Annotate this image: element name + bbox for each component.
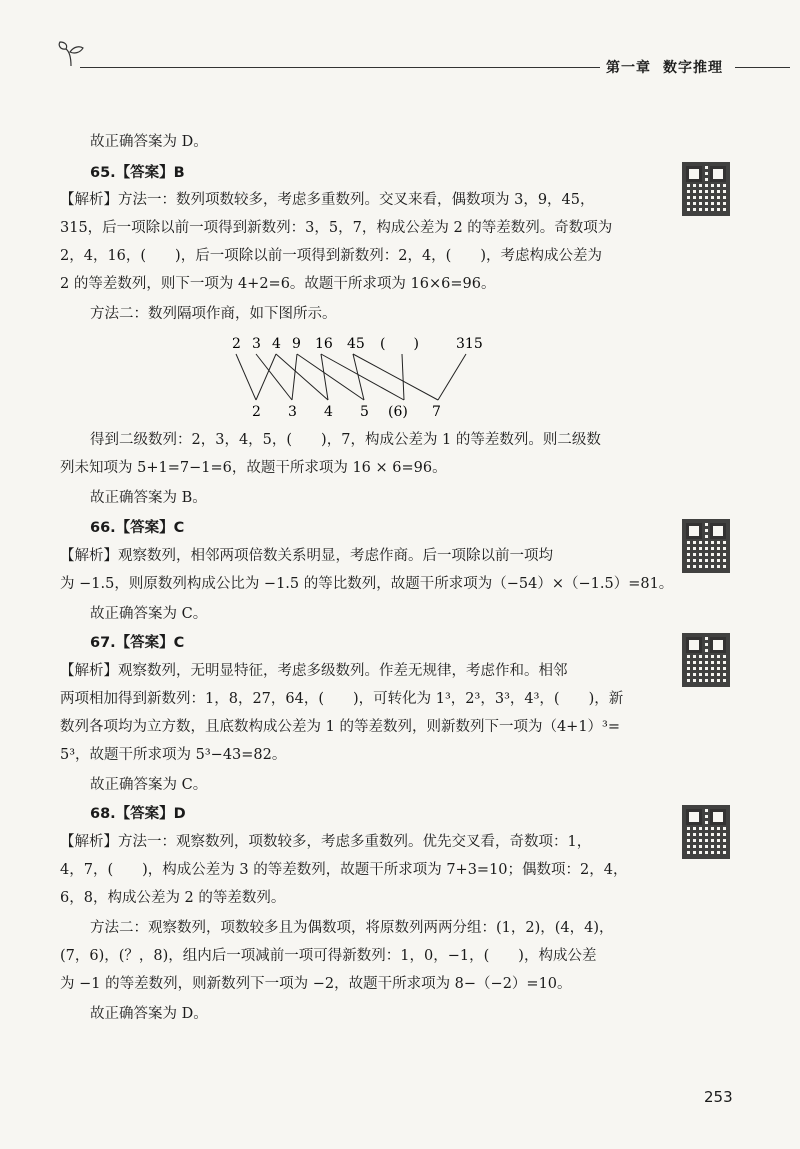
- analysis-line: 方法二：观察数列，项数较多且为偶数项，将原数列两两分组：(1，2)，(4，4)，: [90, 920, 614, 936]
- header-rule-right: [735, 67, 790, 68]
- qr-code-icon[interactable]: [682, 805, 730, 859]
- answer-heading-68: 68.【答案】D: [90, 806, 186, 822]
- answer-heading-65: 65.【答案】B: [90, 165, 185, 181]
- sprout-icon: [56, 40, 86, 68]
- diagram-top-term: 4: [272, 336, 281, 352]
- chapter-heading: [606, 57, 735, 77]
- answer-conclusion-68: 故正确答案为 D。: [90, 1006, 208, 1022]
- diagram-top-term: 45: [347, 336, 365, 352]
- analysis-line: (7，6)，(？，8)，组内后一项减前一项可得新数列：1，0，−1，( )，构成公差: [60, 948, 597, 964]
- diagram-top-term: 2: [232, 336, 241, 352]
- analysis-line: 2 的等差数列，则下一项为 4+2=6。故题干所求项为 16×6=96。: [60, 276, 496, 292]
- diagram-bottom-term: 3: [288, 404, 297, 420]
- analysis-line: 315，后一项除以前一项得到新数列：3，5，7，构成公差为 2 的等差数列。奇数项为: [60, 220, 613, 236]
- analysis-line: 2，4，16，( )，后一项除以前一项得到新数列：2，4，( )，考虑构成公差为: [60, 248, 602, 264]
- answer-heading-66: 66.【答案】C: [90, 520, 185, 536]
- analysis-line: 【解析】观察数列，无明显特征，考虑多级数列。作差无规律，考虑作和。相邻: [60, 663, 568, 679]
- analysis-line: 【解析】方法一：观察数列，项数较多，考虑多重数列。优先交叉看，奇数项：1，: [60, 834, 592, 850]
- analysis-line: 【解析】观察数列，相邻两项倍数关系明显，考虑作商。后一项除以前一项均: [60, 548, 553, 564]
- answer-conclusion-66: 故正确答案为 C。: [90, 606, 208, 622]
- header-rule-left: [80, 67, 600, 68]
- diagram-top-term: 16: [315, 336, 333, 352]
- diagram-bottom-term: 2: [252, 404, 261, 420]
- answer-heading-67: 67.【答案】C: [90, 635, 185, 651]
- page-number: 253: [704, 1088, 733, 1106]
- analysis-line: 为 −1 的等差数列，则新数列下一项为 −2，故题干所求项为 8−（−2）=10。: [60, 976, 572, 992]
- diagram-top-term: 315: [456, 336, 483, 352]
- method-two-intro: 方法二：数列隔项作商，如下图所示。: [90, 306, 337, 322]
- analysis-line: 6，8，构成公差为 2 的等差数列。: [60, 890, 286, 906]
- chapter-number: 第一章: [606, 60, 651, 76]
- answer-conclusion-64: 故正确答案为 D。: [90, 134, 208, 150]
- diagram-top-term: 3: [252, 336, 261, 352]
- analysis-line: 得到二级数列：2，3，4，5，( )，7，构成公差为 1 的等差数列。则二级数: [90, 432, 601, 448]
- analysis-line: 4，7，( )，构成公差为 3 的等差数列，故题干所求项为 7+3=10；偶数项：2，4，: [60, 862, 628, 878]
- analysis-line: 两项相加得到新数列：1，8，27，64，( )，可转化为 1³，2³，3³，4³，( )，新: [60, 691, 624, 707]
- qr-code-icon[interactable]: [682, 519, 730, 573]
- qr-code-icon[interactable]: [682, 162, 730, 216]
- diagram-top-term: ( ): [380, 336, 419, 352]
- analysis-line: 【解析】方法一：数列项数较多，考虑多重数列。交叉来看，偶数项为 3，9，45，: [60, 192, 595, 208]
- answer-conclusion-65: 故正确答案为 B。: [90, 490, 207, 506]
- diagram-connector-lines: [236, 354, 466, 400]
- chapter-title: 数字推理: [663, 60, 723, 76]
- analysis-line: 为 −1.5，则原数列构成公比为 −1.5 的等比数列，故题干所求项为（−54）×（−1.5）=81。: [60, 576, 674, 592]
- diagram-top-term: 9: [292, 336, 301, 352]
- analysis-line: 数列各项均为立方数，且底数构成公差为 1 的等差数列，则新数列下一项为（4+1）³=: [60, 719, 621, 735]
- diagram-bottom-term: 5: [360, 404, 369, 420]
- alternating-quotient-diagram: [220, 332, 510, 424]
- diagram-bottom-term: (6): [388, 404, 408, 420]
- diagram-bottom-term: 4: [324, 404, 333, 420]
- diagram-bottom-term: 7: [432, 404, 441, 420]
- qr-code-icon[interactable]: [682, 633, 730, 687]
- answer-conclusion-67: 故正确答案为 C。: [90, 777, 208, 793]
- analysis-line: 列未知项为 5+1=7−1=6，故题干所求项为 16 × 6=96。: [60, 460, 447, 476]
- analysis-line: 5³，故题干所求项为 5³−43=82。: [60, 747, 287, 763]
